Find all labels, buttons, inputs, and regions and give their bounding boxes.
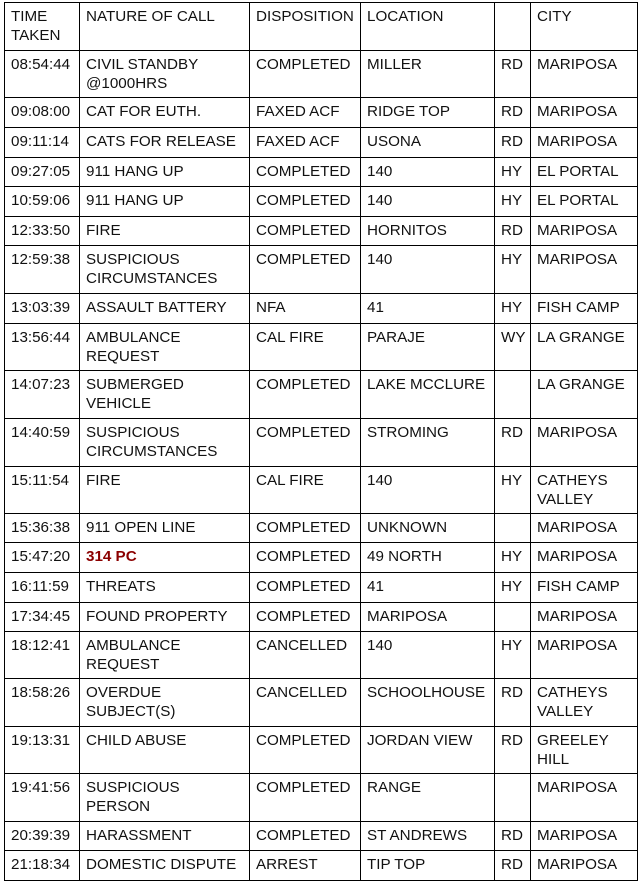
cell-location: RIDGE TOP bbox=[361, 98, 495, 128]
cell-disposition: FAXED ACF bbox=[250, 98, 361, 128]
cell-location: TIP TOP bbox=[361, 851, 495, 881]
cell-city: MARIPOSA bbox=[531, 246, 638, 294]
cell-disposition: ARREST bbox=[250, 851, 361, 881]
cell-disposition: COMPLETED bbox=[250, 573, 361, 603]
cell-city: MARIPOSA bbox=[531, 632, 638, 679]
table-row bbox=[5, 128, 638, 158]
cell-disposition: COMPLETED bbox=[250, 51, 361, 98]
cell-city: MARIPOSA bbox=[531, 419, 638, 467]
cell-nature-of-call: CIVIL STANDBY @1000HRS bbox=[80, 51, 250, 98]
cell-disposition: COMPLETED bbox=[250, 774, 361, 822]
cell-time-taken: 13:56:44 bbox=[5, 324, 80, 371]
cell-disposition: COMPLETED bbox=[250, 822, 361, 851]
cell-location: PARAJE bbox=[361, 324, 495, 371]
table-row bbox=[5, 467, 638, 514]
table-row bbox=[5, 98, 638, 128]
cell-road-suffix: HY bbox=[495, 246, 531, 294]
cell-time-taken: 19:13:31 bbox=[5, 727, 80, 774]
cell-road-suffix bbox=[495, 603, 531, 632]
cell-time-taken: 14:40:59 bbox=[5, 419, 80, 467]
cell-disposition: CANCELLED bbox=[250, 632, 361, 679]
cell-nature-of-call: 911 HANG UP bbox=[80, 187, 250, 217]
cell-location: USONA bbox=[361, 128, 495, 158]
cell-location: JORDAN VIEW bbox=[361, 727, 495, 774]
cell-location: ST ANDREWS bbox=[361, 822, 495, 851]
cell-disposition: COMPLETED bbox=[250, 419, 361, 467]
table-row bbox=[5, 158, 638, 187]
cell-nature-of-call: HARASSMENT bbox=[80, 822, 250, 851]
cell-nature-of-call: 911 OPEN LINE bbox=[80, 514, 250, 543]
table-row bbox=[5, 822, 638, 851]
cell-disposition: COMPLETED bbox=[250, 217, 361, 246]
cell-road-suffix: HY bbox=[495, 294, 531, 324]
cell-disposition: CANCELLED bbox=[250, 679, 361, 727]
cell-city: LA GRANGE bbox=[531, 324, 638, 371]
cell-time-taken: 20:39:39 bbox=[5, 822, 80, 851]
cell-time-taken: 12:33:50 bbox=[5, 217, 80, 246]
cell-time-taken: 08:54:44 bbox=[5, 51, 80, 98]
cell-nature-of-call: FIRE bbox=[80, 217, 250, 246]
cell-location: MARIPOSA bbox=[361, 603, 495, 632]
table-row bbox=[5, 514, 638, 543]
cell-road-suffix: RD bbox=[495, 217, 531, 246]
cell-nature-of-call: THREATS bbox=[80, 573, 250, 603]
cell-disposition: COMPLETED bbox=[250, 158, 361, 187]
cell-city: FISH CAMP bbox=[531, 294, 638, 324]
cell-disposition: COMPLETED bbox=[250, 246, 361, 294]
cell-nature-of-call: FOUND PROPERTY bbox=[80, 603, 250, 632]
cell-city: MARIPOSA bbox=[531, 822, 638, 851]
table-row bbox=[5, 324, 638, 371]
table-row bbox=[5, 543, 638, 573]
cell-location: 140 bbox=[361, 246, 495, 294]
cell-location: HORNITOS bbox=[361, 217, 495, 246]
cell-road-suffix: HY bbox=[495, 158, 531, 187]
cell-location: 49 NORTH bbox=[361, 543, 495, 573]
cell-nature-of-call: SUBMERGED VEHICLE bbox=[80, 371, 250, 419]
cell-road-suffix: RD bbox=[495, 128, 531, 158]
cell-location: 41 bbox=[361, 294, 495, 324]
cell-road-suffix bbox=[495, 774, 531, 822]
cell-nature-of-call: ASSAULT BATTERY bbox=[80, 294, 250, 324]
cell-time-taken: 14:07:23 bbox=[5, 371, 80, 419]
cell-time-taken: 09:11:14 bbox=[5, 128, 80, 158]
header-road-suffix bbox=[495, 3, 531, 51]
cell-time-taken: 17:34:45 bbox=[5, 603, 80, 632]
cell-disposition: CAL FIRE bbox=[250, 467, 361, 514]
cell-location: 140 bbox=[361, 632, 495, 679]
header-time-taken: TIME TAKEN bbox=[5, 3, 80, 51]
cell-city: MARIPOSA bbox=[531, 514, 638, 543]
cell-nature-of-call: FIRE bbox=[80, 467, 250, 514]
cell-city: EL PORTAL bbox=[531, 158, 638, 187]
cell-road-suffix: HY bbox=[495, 632, 531, 679]
cell-road-suffix: HY bbox=[495, 573, 531, 603]
cell-city: LA GRANGE bbox=[531, 371, 638, 419]
header-row bbox=[5, 3, 638, 51]
table-row bbox=[5, 217, 638, 246]
cell-road-suffix: RD bbox=[495, 727, 531, 774]
cell-city: MARIPOSA bbox=[531, 128, 638, 158]
table-row bbox=[5, 603, 638, 632]
cell-time-taken: 15:47:20 bbox=[5, 543, 80, 573]
table-row bbox=[5, 419, 638, 467]
cell-location: 140 bbox=[361, 158, 495, 187]
table-row bbox=[5, 774, 638, 822]
cell-road-suffix: RD bbox=[495, 851, 531, 881]
cell-time-taken: 19:41:56 bbox=[5, 774, 80, 822]
table-row bbox=[5, 246, 638, 294]
cell-nature-of-call: CAT FOR EUTH. bbox=[80, 98, 250, 128]
cell-location: SCHOOLHOUSE bbox=[361, 679, 495, 727]
table-row bbox=[5, 632, 638, 679]
table-row bbox=[5, 727, 638, 774]
cell-city: CATHEYS VALLEY bbox=[531, 679, 638, 727]
cell-city: EL PORTAL bbox=[531, 187, 638, 217]
cell-road-suffix: RD bbox=[495, 51, 531, 98]
table-row bbox=[5, 187, 638, 217]
cell-time-taken: 15:11:54 bbox=[5, 467, 80, 514]
cell-location: 140 bbox=[361, 187, 495, 217]
call-log-body bbox=[5, 3, 638, 881]
cell-city: MARIPOSA bbox=[531, 851, 638, 881]
cell-city: MARIPOSA bbox=[531, 603, 638, 632]
cell-disposition: NFA bbox=[250, 294, 361, 324]
table-row bbox=[5, 51, 638, 98]
cell-road-suffix: HY bbox=[495, 543, 531, 573]
cell-time-taken: 15:36:38 bbox=[5, 514, 80, 543]
cell-time-taken: 12:59:38 bbox=[5, 246, 80, 294]
header-location: LOCATION bbox=[361, 3, 495, 51]
cell-road-suffix: RD bbox=[495, 419, 531, 467]
cell-road-suffix: RD bbox=[495, 679, 531, 727]
cell-city: FISH CAMP bbox=[531, 573, 638, 603]
cell-disposition: COMPLETED bbox=[250, 603, 361, 632]
cell-nature-of-call: AMBULANCE REQUEST bbox=[80, 632, 250, 679]
cell-nature-of-call: DOMESTIC DISPUTE bbox=[80, 851, 250, 881]
header-disposition: DISPOSITION bbox=[250, 3, 361, 51]
table-row bbox=[5, 851, 638, 881]
cell-nature-of-call: SUSPICIOUS CIRCUMSTANCES bbox=[80, 419, 250, 467]
table-row bbox=[5, 573, 638, 603]
cell-city: GREELEY HILL bbox=[531, 727, 638, 774]
cell-road-suffix: HY bbox=[495, 187, 531, 217]
call-log-table bbox=[4, 2, 638, 881]
cell-road-suffix: RD bbox=[495, 822, 531, 851]
cell-time-taken: 13:03:39 bbox=[5, 294, 80, 324]
cell-road-suffix bbox=[495, 514, 531, 543]
cell-location: STROMING bbox=[361, 419, 495, 467]
cell-road-suffix: WY bbox=[495, 324, 531, 371]
cell-nature-of-call: OVERDUE SUBJECT(S) bbox=[80, 679, 250, 727]
cell-location: RANGE bbox=[361, 774, 495, 822]
cell-time-taken: 21:18:34 bbox=[5, 851, 80, 881]
cell-time-taken: 16:11:59 bbox=[5, 573, 80, 603]
cell-location: 41 bbox=[361, 573, 495, 603]
cell-time-taken: 18:12:41 bbox=[5, 632, 80, 679]
cell-city: MARIPOSA bbox=[531, 51, 638, 98]
cell-disposition: COMPLETED bbox=[250, 371, 361, 419]
cell-time-taken: 18:58:26 bbox=[5, 679, 80, 727]
table-row bbox=[5, 294, 638, 324]
cell-nature-of-call: AMBULANCE REQUEST bbox=[80, 324, 250, 371]
cell-road-suffix: HY bbox=[495, 467, 531, 514]
cell-city: MARIPOSA bbox=[531, 98, 638, 128]
cell-city: CATHEYS VALLEY bbox=[531, 467, 638, 514]
header-city: CITY bbox=[531, 3, 638, 51]
header-nature-of-call: NATURE OF CALL bbox=[80, 3, 250, 51]
cell-disposition: CAL FIRE bbox=[250, 324, 361, 371]
cell-city: MARIPOSA bbox=[531, 774, 638, 822]
cell-city: MARIPOSA bbox=[531, 217, 638, 246]
cell-nature-of-call: SUSPICIOUS CIRCUMSTANCES bbox=[80, 246, 250, 294]
cell-disposition: COMPLETED bbox=[250, 514, 361, 543]
cell-nature-of-call: CATS FOR RELEASE bbox=[80, 128, 250, 158]
cell-city: MARIPOSA bbox=[531, 543, 638, 573]
cell-disposition: FAXED ACF bbox=[250, 128, 361, 158]
cell-nature-of-call: 314 PC bbox=[80, 543, 250, 573]
cell-road-suffix: RD bbox=[495, 98, 531, 128]
cell-time-taken: 10:59:06 bbox=[5, 187, 80, 217]
cell-location: UNKNOWN bbox=[361, 514, 495, 543]
cell-disposition: COMPLETED bbox=[250, 543, 361, 573]
cell-disposition: COMPLETED bbox=[250, 187, 361, 217]
cell-location: MILLER bbox=[361, 51, 495, 98]
cell-nature-of-call: 911 HANG UP bbox=[80, 158, 250, 187]
cell-time-taken: 09:27:05 bbox=[5, 158, 80, 187]
cell-location: LAKE MCCLURE bbox=[361, 371, 495, 419]
cell-road-suffix bbox=[495, 371, 531, 419]
cell-location: 140 bbox=[361, 467, 495, 514]
cell-nature-of-call: SUSPICIOUS PERSON bbox=[80, 774, 250, 822]
table-row bbox=[5, 371, 638, 419]
cell-nature-of-call: CHILD ABUSE bbox=[80, 727, 250, 774]
table-row bbox=[5, 679, 638, 727]
cell-disposition: COMPLETED bbox=[250, 727, 361, 774]
cell-time-taken: 09:08:00 bbox=[5, 98, 80, 128]
